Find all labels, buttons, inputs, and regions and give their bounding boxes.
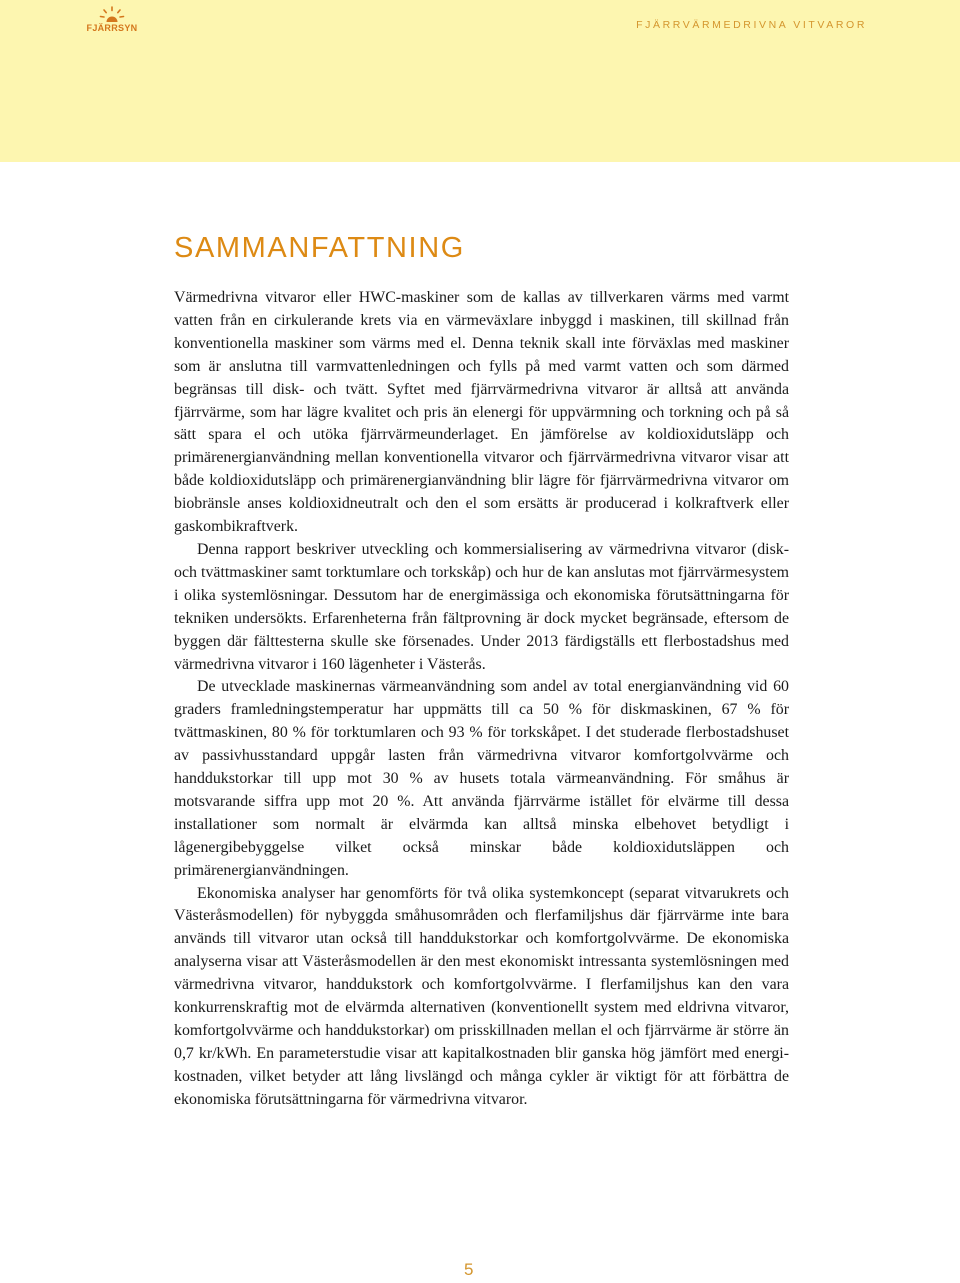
- paragraph-4: Ekonomiska analyser har genomförts för två olika systemkoncept (separat vitvarukrets och Västeråsmodellen) för nybyggda småhusområden och flerfamiljshus där fjärrvärme inte bara används till vitvaror utan också till handdukstorkar och komfortgolvvärme. De ekonomiska analyserna visar att Västeråsmodellen är den mest ekonomiskt intressanta systemlösningen med värmedrivna vitvaror, handdukstork och komfortgolvvärme. I flerfamiljshus kan den vara konkurrenskraftig mot de elvärmda alternativen (konventionellt system med eldrivna vitvaror, komfortgolvvärme och handdukstorkar) om prisskillnaden mellan el och fjärrvärme är större än 0,7 kr/kWh. En parameterstudie visar att kapitalkostnaden blir ganska hög jämfört med energikostnaden, vilket betyder att lång livslängd och många cykler är viktigt för att förbättra de ekonomiska förutsättningarna för värmedrivna vitvaror.: [174, 884, 789, 1108]
- page-number: 5: [464, 1260, 474, 1279]
- header-band: [0, 0, 960, 162]
- running-header-title: FJÄRRVÄRMEDRIVNA VITVAROR: [636, 19, 867, 31]
- paragraph-2: Denna rapport beskriver utveckling och kommersialisering av värmedrivna vitvaror (disk- och tvättmaskiner samt torktumlare och torkskåp) och hur de kan anslutas mot fjärrvärmesystem i olika systemlösningar. Dessutom har de energimässiga och ekonomiska förutsättningarna för tekniken undersökts. Erfarenheterna från fältprovning är dock mycket begränsade, eftersom de byggen där fälttesterna skulle ske försenades. Under 2013 färdigställs ett flerbostadshus med värmedrivna vitvaror i 160 lägenheter i Västerås.: [174, 540, 789, 673]
- paragraph-1: Värmedrivna vitvaror eller HWC-maskiner som de kallas av tillverkaren värms med varmt vatten från en cirkulerande krets via en värmeväxlare inbyggd i maskinen, till skillnad från konventionella maskiner som värms med el. Denna teknik skall inte förväxlas med maskiner som är anslutna till varmvattenledningen och fylls på med varmt vatten och som därmed begränsas till disk- och tvätt. Syftet med fjärrvärmedrivna vitvaror är alltså att använda fjärrvärme, som har lägre kvalitet och pris än elenergi för uppvärmning och torkning och på så sätt spara el och utöka fjärrvärmeunderlaget. En jämförelse av koldioxidutsläpp och primärenergianvändning mellan konventionella vitvaror och fjärrvärmedrivna vitvaror visar att både koldioxidutsläpp och primärenergianvändning blir lägre för fjärrvärmedrivna vitvaror om biobränsle anses koldioxidneutralt och den el som ersätts är producerad i kolkraftverk eller gaskombikraftverk.: [174, 289, 789, 536]
- sun-icon: [97, 6, 127, 24]
- page-title: SAMMANFATTNING: [174, 232, 465, 264]
- summary-body: [174, 287, 789, 1112]
- fjarrsyn-logo: [84, 6, 140, 36]
- paragraph-3: De utvecklade maskinernas värmeanvändning som andel av total energianvändning vid 60 graders framledningstemperatur har uppmätts till ca 50 % för diskmaskinen, 67 % för tvättmaskinen, 80 % för torktumlaren och 93 % för torkskåpet. I det studerade flerbostadshuset av passivhusstandard uppgår lasten från värmedrivna vitvaror komfortgolvvärme och handdukstorkar till upp mot 30 % av husets totala värmeanvändning. För småhus är motsvarande siffra upp mot 20 %. Att använda fjärrvärme istället för elvärme till dessa installationer som normalt är elvärmda kan alltså minska elbehovet betydligt i lågenergibebyggelse vilket också minskar både koldioxidutsläppen och primärenergianvändningen.: [174, 678, 789, 879]
- logo-text: FJÄRRSYN: [86, 23, 138, 33]
